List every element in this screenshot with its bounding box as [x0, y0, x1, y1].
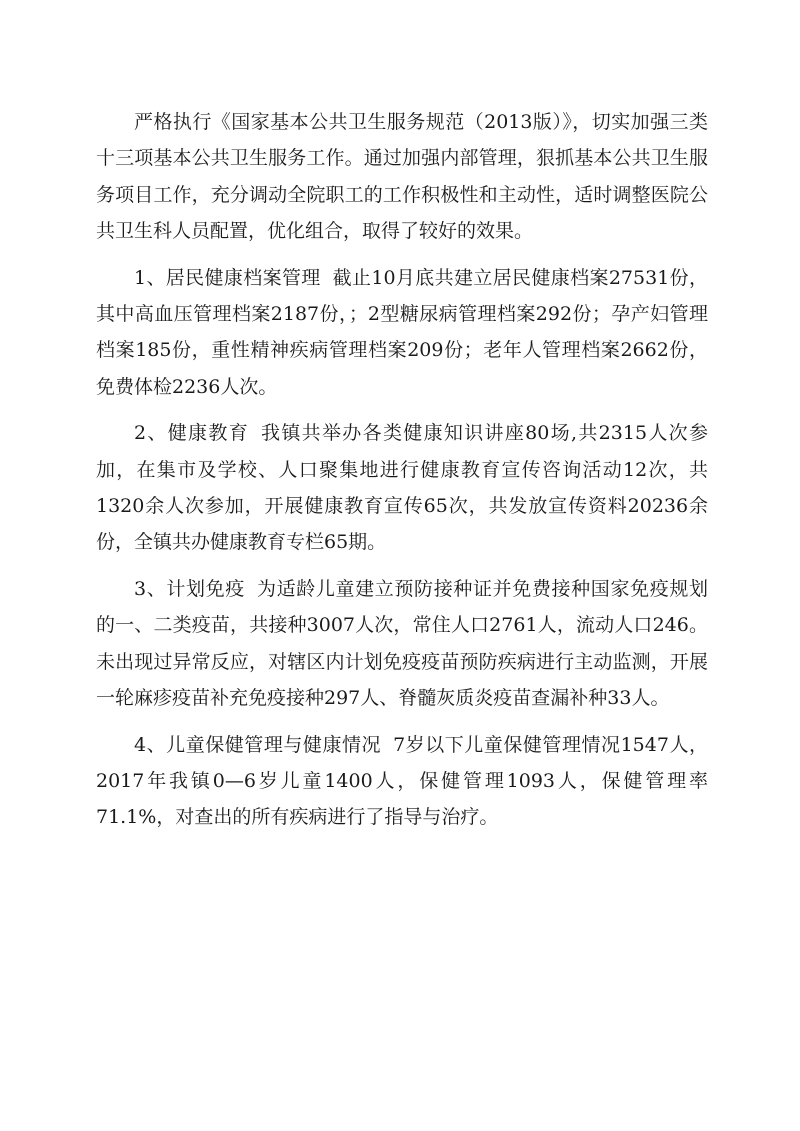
paragraph-health-education [96, 415, 708, 561]
paragraph-text: 7岁以下儿童保健管理情况1547人，2017年我镇0—6岁儿童1400人，保健管理1093人，保健管理率71.1%，对查出的所有疾病进行了指导与治疗。 [96, 733, 708, 829]
paragraph-intro [96, 104, 708, 250]
paragraph-child-health [96, 727, 708, 836]
paragraph-text: 截止10月底共建立居民健康档案27531份，其中高血压管理档案2187份，；2型糖尿病管理档案292份；孕产妇管理档案185份，重性精神疾病管理档案209份；老年人管理档案2662份，免费体检2236人次。 [96, 266, 709, 398]
document-body [96, 104, 708, 846]
section-label: 3、计划免疫 [134, 577, 245, 600]
paragraph-text: 严格执行《国家基本公共卫生服务规范（2013版）》，切实加强三类十三项基本公共卫生服务工作。通过加强内部管理，狠抓基本公共卫生服务项目工作，充分调动全院职工的工作积极性和主动性，适时调整医院公共卫生科人员配置，优化组合，取得了较好的效果。 [96, 111, 708, 243]
paragraph-text: 我镇共举办各类健康知识讲座80场,共2315人次参加，在集市及学校、人口聚集地进行健康教育宣传咨询活动12次，共1320余人次参加，开展健康教育宣传65次，共发放宣传资料20236余份，全镇共办健康教育专栏65期。 [96, 422, 708, 554]
section-label: 2、健康教育 [134, 422, 250, 445]
section-label: 1、居民健康档案管理 [134, 266, 321, 289]
paragraph-health-records [96, 260, 708, 406]
paragraph-immunization [96, 571, 708, 717]
section-label: 4、儿童保健管理与健康情况 [134, 733, 382, 756]
paragraph-text: 为适龄儿童建立预防接种证并免费接种国家免疫规划的一、二类疫苗，共接种3007人次，常住人口2761人，流动人口246。未出现过异常反应，对辖区内计划免疫疫苗预防疾病进行主动监测，开展一轮麻疹疫苗补充免疫接种297人、脊髓灰质炎疫苗查漏补种33人。 [96, 577, 708, 710]
